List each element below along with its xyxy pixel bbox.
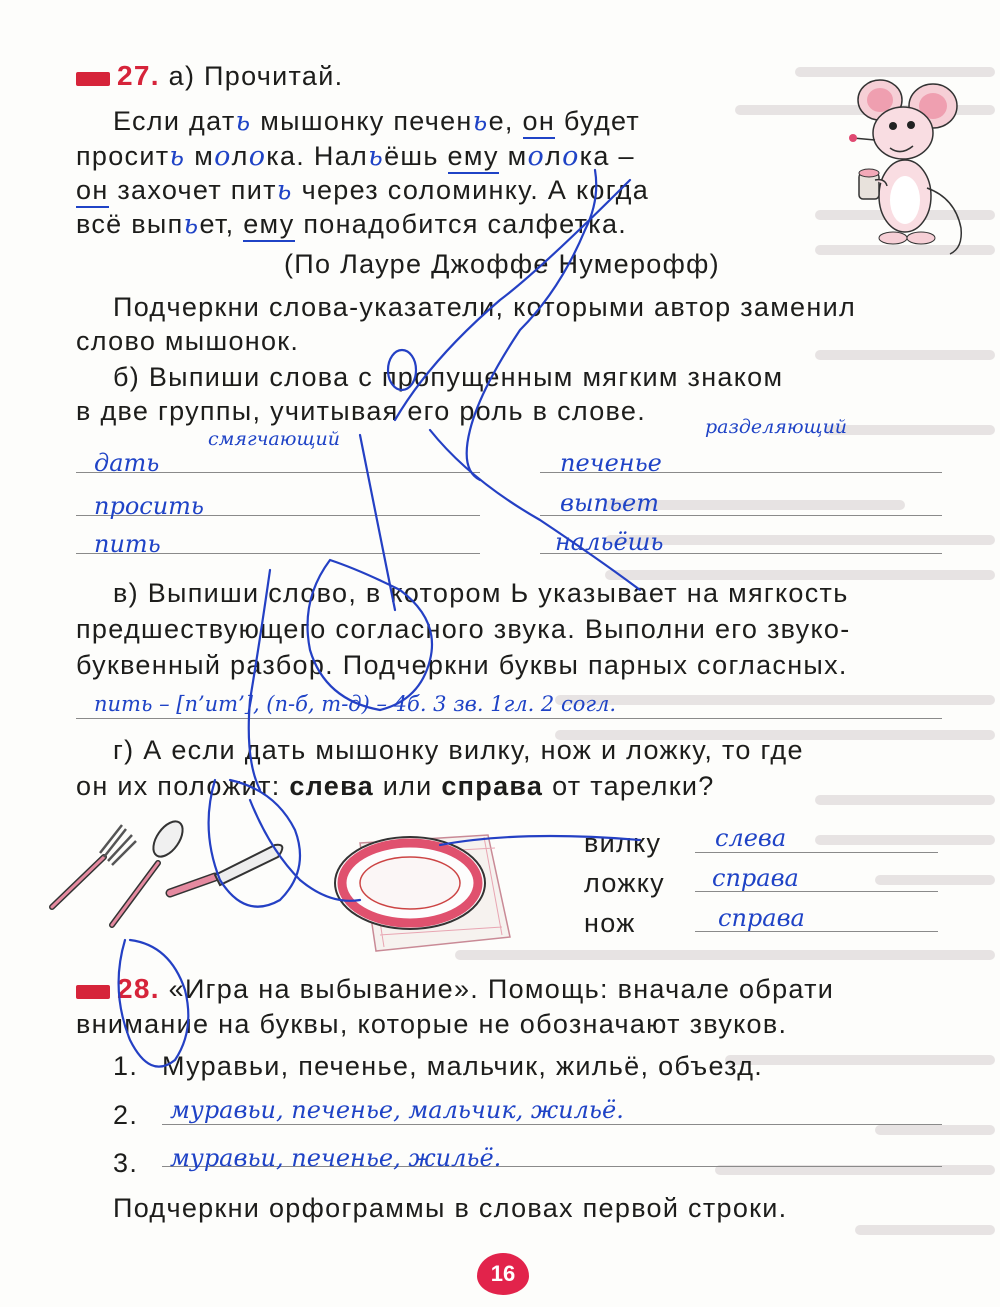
- exercise-number: 27.: [117, 60, 160, 91]
- page-number-badge: 16: [477, 1253, 529, 1295]
- row-2-label: 2.: [113, 1100, 139, 1130]
- part-b-line-2: в две группы, учитывая его роль в слове.: [76, 396, 646, 426]
- handwritten-word: выпьет: [560, 489, 659, 517]
- handwritten-answer: справа: [712, 864, 799, 892]
- handwritten-word: просить: [94, 492, 204, 520]
- part-a-title: а) Прочитай.: [168, 61, 344, 91]
- handwritten-answer: справа: [718, 904, 805, 932]
- handwritten-word: нальёшь: [555, 528, 664, 556]
- item-label-knife: нож: [584, 908, 636, 938]
- handwritten-group-2-heading: разделяющий: [705, 416, 848, 438]
- handwritten-answer: слева: [715, 824, 787, 852]
- handwritten-group-1-heading: смягчающий: [208, 428, 340, 450]
- exercise-number: 28.: [117, 973, 160, 1004]
- part-v-line-2: предшествующего согласного звука. Выполни его звуко-: [76, 614, 851, 644]
- row-1-text: Муравьи, печенье, мальчик, жильё, объезд.: [162, 1051, 764, 1081]
- part-g-line-1: г) А если дать мышонку вилку, нож и ложку, то где: [113, 735, 804, 765]
- row-3-label: 3.: [113, 1148, 139, 1178]
- instruction-underline-line-2: слово мышонок.: [76, 326, 300, 356]
- exercise-28-line-1: 28. «Игра на выбывание». Помощь: вначале обрати: [117, 973, 835, 1004]
- item-label-fork: вилку: [584, 828, 662, 858]
- part-v-line-3: буквенный разбор. Подчеркни буквы парных согласных.: [76, 650, 848, 680]
- item-label-spoon: ложку: [584, 868, 665, 898]
- handwritten-row-3: муравьи, печенье, жильё.: [170, 1144, 502, 1172]
- instruction-underline-line-1: Подчеркни слова-указатели, которыми автор заменил: [113, 292, 857, 322]
- handwritten-word: дать: [94, 449, 160, 477]
- final-instruction: Подчеркни орфограммы в словах первой строки.: [113, 1193, 788, 1223]
- handwritten-word: пить: [94, 530, 161, 558]
- text-line-3: он захочет пить через соломинку. А когда: [76, 175, 650, 206]
- part-g-line-2: он их положит: слева или справа от тарелки?: [76, 771, 715, 801]
- handwritten-sound-analysis: пить – [п’ит’], (п-б, т-д) – 4б. 3 зв. 1гл. 2 согл.: [94, 692, 617, 716]
- text-line-4: всё выпьет, ему понадобится салфетка.: [76, 209, 628, 240]
- row-1-label: 1.: [113, 1051, 139, 1081]
- exercise-28-line-2: внимание на буквы, которые не обозначают звуков.: [76, 1009, 788, 1039]
- text-source: (По Лауре Джоффе Нумерофф): [284, 249, 720, 279]
- part-v-line-1: в) Выпиши слово, в котором Ь указывает на мягкость: [113, 578, 849, 608]
- text-line-2: просить молока. Нальёшь ему молока –: [76, 141, 635, 172]
- handwritten-word: печенье: [560, 449, 662, 477]
- part-b-line-1: б) Выпиши слова с пропущенным мягким знаком: [113, 362, 784, 392]
- text-line-1: Если дать мышонку печенье, он будет: [113, 106, 641, 137]
- handwritten-row-2: муравьи, печенье, мальчик, жильё.: [170, 1096, 624, 1124]
